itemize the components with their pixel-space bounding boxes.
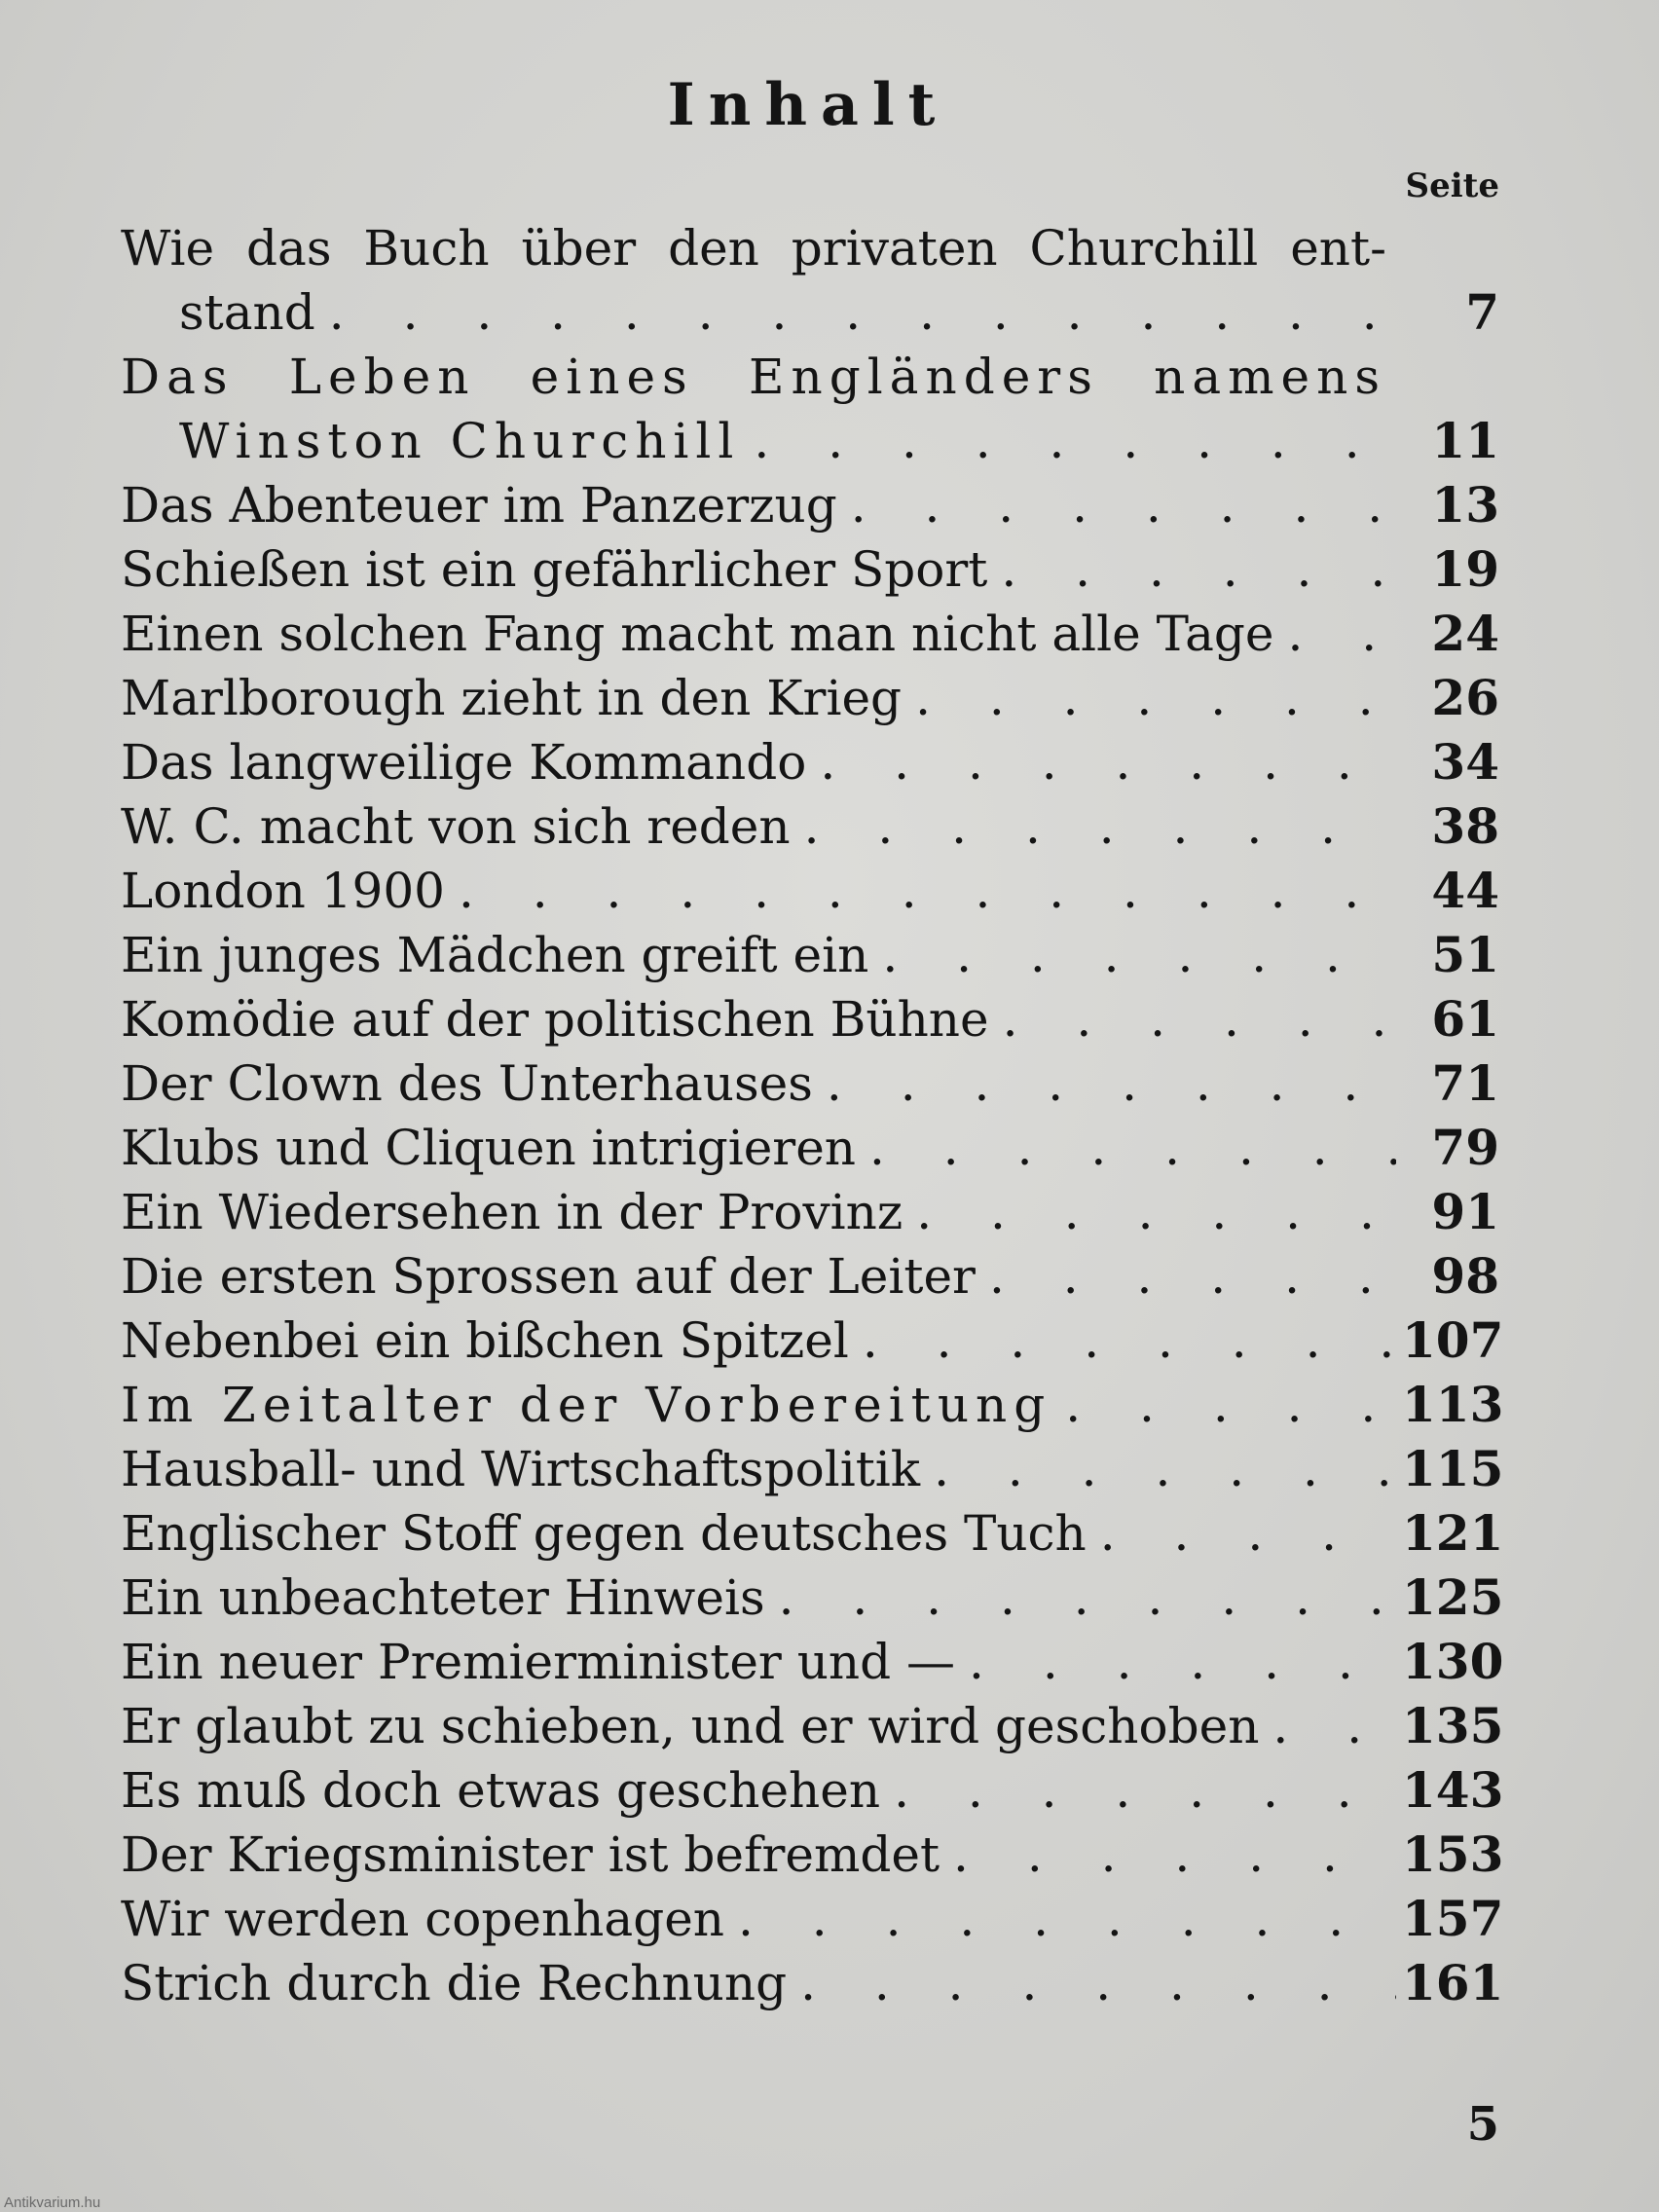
toc-entry-page: 19 — [1431, 540, 1499, 598]
dot-leader — [1272, 1694, 1396, 1758]
toc-entry-page: 135 — [1402, 1697, 1504, 1754]
toc-entry-list — [121, 473, 1504, 2015]
toc-entry-page: 24 — [1431, 605, 1499, 662]
toc-entry — [121, 1051, 1499, 1116]
toc-entry-page: 130 — [1402, 1633, 1504, 1690]
toc-entry-page: 113 — [1402, 1376, 1504, 1433]
dot-leader — [827, 1051, 1396, 1116]
toc-entry — [121, 473, 1499, 537]
toc-entry-title: Englischer Stoff gegen deutsches Tuch — [121, 1505, 1087, 1562]
toc-entry-page: 125 — [1402, 1568, 1504, 1626]
toc-entry-page: 91 — [1431, 1183, 1499, 1240]
toc-entry-title: Winston Churchill — [179, 413, 741, 469]
toc-entry-title: Wir werden copenhagen — [121, 1891, 724, 1947]
toc-entry — [121, 1244, 1499, 1309]
dot-leader — [869, 1116, 1396, 1180]
toc-entry-title: Das langweilige Kommando — [121, 734, 807, 791]
toc-entry-page: 34 — [1431, 733, 1499, 791]
dot-leader — [800, 1951, 1396, 2015]
toc-entry-title: Es muß doch etwas geschehen — [121, 1762, 881, 1819]
table-of-contents — [121, 216, 1504, 2015]
toc-entry — [121, 1887, 1504, 1951]
dot-leader — [1288, 602, 1397, 666]
dot-leader — [754, 409, 1396, 473]
dot-leader — [738, 1887, 1396, 1951]
toc-entry-title: Ein neuer Premierminister und — — [121, 1634, 956, 1690]
dot-leader — [1001, 537, 1396, 602]
dot-leader — [820, 730, 1396, 794]
toc-entry-title: Schießen ist ein gefährlicher Sport — [121, 541, 988, 598]
toc-entry-title: Im Zeitalter der Vorbereitung — [121, 1377, 1052, 1433]
dot-leader — [1065, 1373, 1396, 1437]
dot-leader — [953, 1823, 1396, 1887]
toc-entry-title: Klubs und Cliquen intrigieren — [121, 1120, 857, 1176]
toc-entry-page: 38 — [1431, 797, 1499, 855]
dot-leader — [863, 1309, 1396, 1373]
toc-entry-page: 79 — [1431, 1119, 1499, 1176]
toc-entry-title: Strich durch die Rechnung — [121, 1955, 788, 2011]
dot-leader — [329, 280, 1396, 345]
toc-entry — [121, 987, 1499, 1051]
toc-entry-page: 115 — [1402, 1440, 1504, 1497]
toc-entry-page: 7 — [1465, 283, 1499, 341]
dot-leader — [851, 473, 1396, 537]
toc-entry — [121, 1694, 1504, 1758]
toc-entry-page: 71 — [1431, 1054, 1499, 1112]
dot-leader — [934, 1437, 1396, 1501]
dot-leader — [894, 1758, 1396, 1823]
toc-entry — [121, 1309, 1504, 1373]
toc-entry-page: 13 — [1431, 476, 1499, 534]
toc-entry — [121, 1180, 1499, 1244]
toc-entry-title: stand — [179, 284, 315, 341]
toc-entry — [121, 794, 1499, 859]
toc-entry — [121, 1630, 1504, 1694]
toc-entry-title: Einen solchen Fang macht man nicht alle Tage — [121, 606, 1274, 662]
toc-entry-title: Hausball- und Wirtschaftspolitik — [121, 1441, 921, 1497]
dot-leader — [882, 923, 1396, 987]
toc-entry-page: 98 — [1431, 1247, 1499, 1305]
toc-entry-line: Wie das Buch über den privaten Churchill ent- — [121, 220, 1386, 276]
toc-entry-title: W. C. macht von sich reden — [121, 798, 791, 855]
dot-leader — [1003, 987, 1396, 1051]
toc-entry — [121, 1501, 1504, 1566]
toc-entry — [121, 409, 1499, 473]
toc-entry — [121, 1373, 1504, 1437]
toc-entry — [121, 1951, 1504, 2015]
toc-entry-title: Ein Wiedersehen in der Provinz — [121, 1184, 903, 1240]
dot-leader — [459, 859, 1396, 923]
toc-entry-page: 157 — [1402, 1890, 1504, 1947]
toc-entry-line: Das Leben eines Engländers namens — [121, 349, 1386, 405]
toc-entry-title: Die ersten Sprossen auf der Leiter — [121, 1248, 976, 1305]
toc-entry — [121, 1758, 1504, 1823]
page-title: Inhalt — [667, 71, 949, 139]
toc-entry-title: Er glaubt zu schieben, und er wird geschoben — [121, 1698, 1260, 1754]
dot-leader — [915, 666, 1396, 730]
toc-entry-page: 143 — [1402, 1761, 1504, 1819]
dot-leader — [969, 1630, 1396, 1694]
toc-entry — [121, 859, 1499, 923]
toc-entry-page: 11 — [1431, 412, 1499, 469]
toc-entry-page: 51 — [1431, 926, 1499, 983]
toc-entry — [121, 923, 1499, 987]
toc-entry — [121, 280, 1499, 345]
toc-entry-title: Komödie auf der politischen Bühne — [121, 991, 989, 1048]
toc-entry — [121, 730, 1499, 794]
toc-entry — [121, 602, 1499, 666]
toc-entry-page: 44 — [1431, 862, 1499, 919]
dot-leader — [804, 794, 1396, 859]
toc-entry-page: 26 — [1431, 669, 1499, 726]
watermark: Antikvarium.hu — [4, 2194, 101, 2211]
toc-entry-page: 153 — [1402, 1825, 1504, 1883]
toc-entry-page: 61 — [1431, 990, 1499, 1048]
toc-entry-page: 121 — [1402, 1504, 1504, 1562]
dot-leader — [1100, 1501, 1396, 1566]
dot-leader — [779, 1566, 1396, 1630]
toc-entry-title: Der Clown des Unterhauses — [121, 1055, 813, 1112]
toc-entry-page: 161 — [1402, 1954, 1504, 2011]
toc-entry — [121, 1437, 1504, 1501]
toc-entry-title: Nebenbei ein bißchen Spitzel — [121, 1312, 849, 1369]
dot-leader — [916, 1180, 1396, 1244]
toc-entry-page: 107 — [1402, 1311, 1504, 1369]
toc-entry-title: Ein junges Mädchen greift ein — [121, 927, 869, 983]
toc-entry-title: Der Kriegsminister ist befremdet — [121, 1826, 940, 1883]
toc-entry-title: Ein unbeachteter Hinweis — [121, 1569, 765, 1626]
page-column-label: Seite — [1405, 166, 1499, 205]
toc-entry — [121, 1116, 1499, 1180]
toc-entry-title: London 1900 — [121, 863, 445, 919]
toc-entry-title: Das Abenteuer im Panzerzug — [121, 477, 837, 534]
toc-entry-title: Marlborough zieht in den Krieg — [121, 670, 903, 726]
toc-entry — [121, 537, 1499, 602]
toc-entry — [121, 1823, 1504, 1887]
toc-entry — [121, 1566, 1504, 1630]
toc-entry — [121, 666, 1499, 730]
dot-leader — [989, 1244, 1396, 1309]
page-number: 5 — [1466, 2097, 1499, 2152]
